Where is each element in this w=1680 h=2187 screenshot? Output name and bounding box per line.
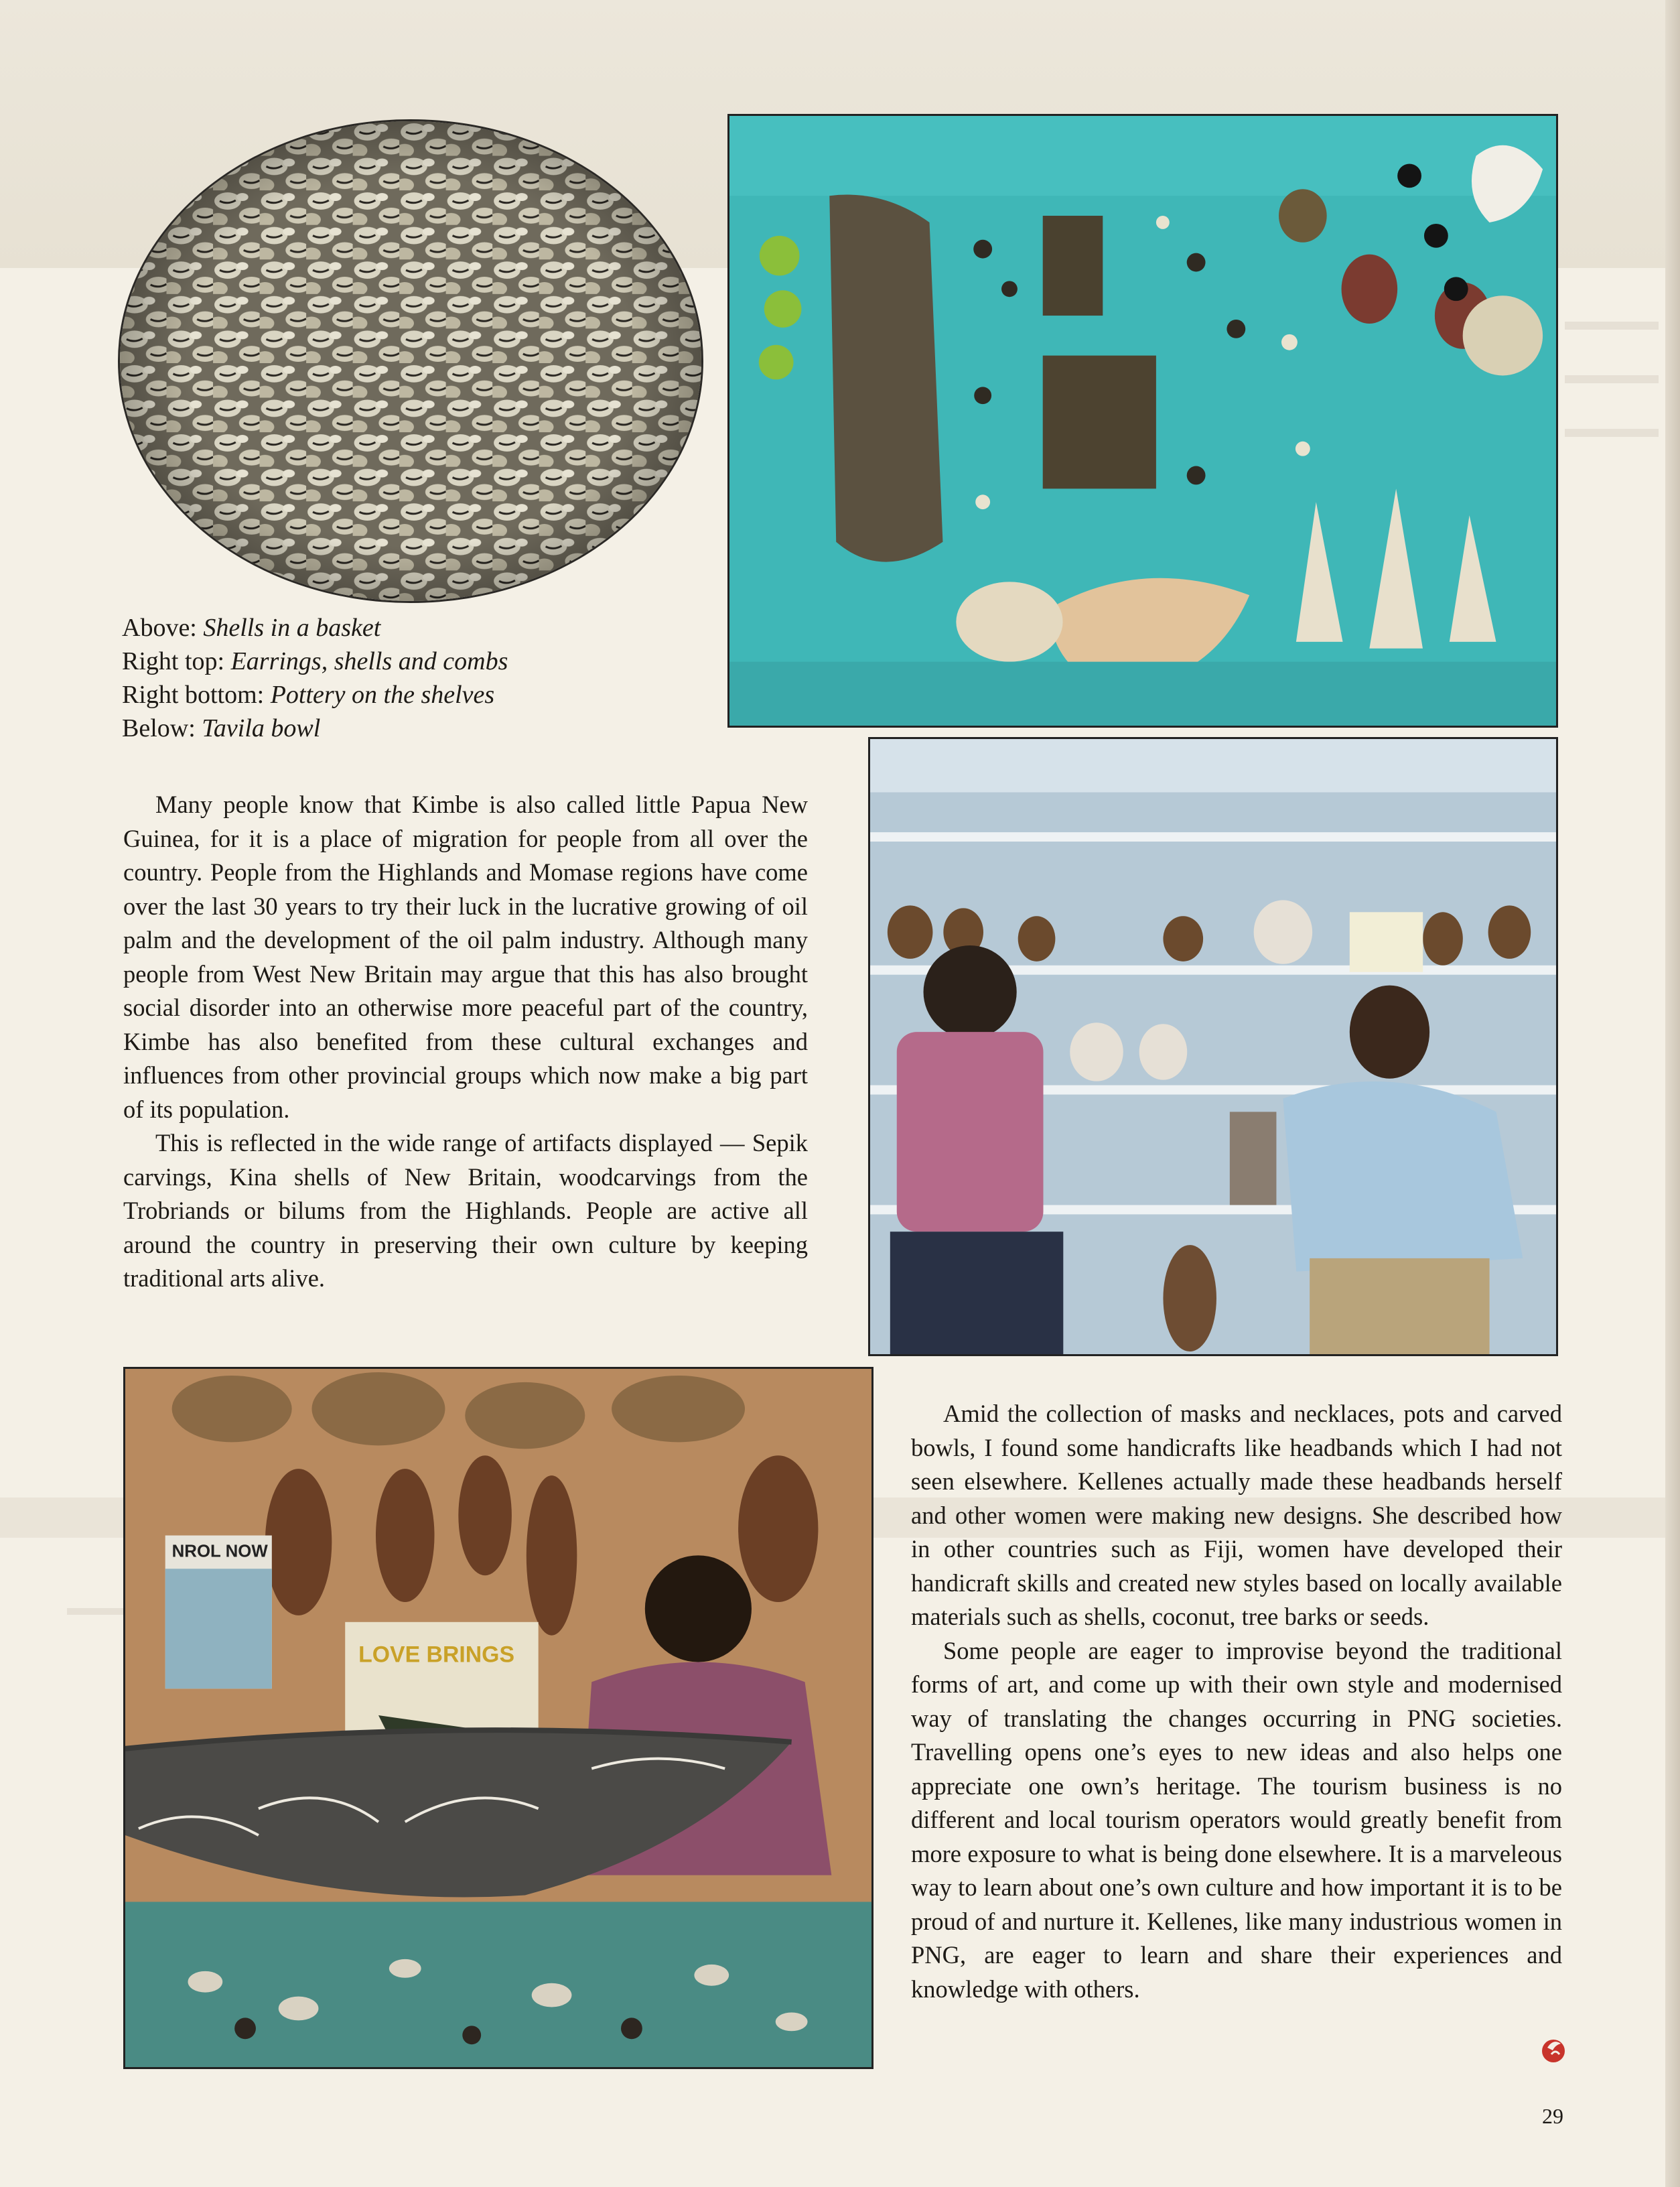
- article-right-column: [911, 1397, 1562, 2006]
- earrings-shells-combs-photo: [727, 114, 1558, 728]
- bleed-through-line: [1565, 322, 1659, 330]
- shells-basket-photo: [118, 119, 703, 603]
- caption-right-top: Right top: Earrings, shells and combs: [122, 647, 508, 675]
- caption-right-bottom: Right bottom: Pottery on the shelves: [122, 681, 495, 709]
- paragraph: Amid the collection of masks and necklaces, pots and carved bowls, I found some handicrafts like headbands which I had not seen elsewhere. Kellenes actually made these headbands herself and other women were making new designs. She described how in other countries such as Fiji, women have developed their handicraft skills and created new styles based on locally available materials such as shells, coconut, tree barks or seeds.: [911, 1400, 1562, 1630]
- tavila-bowl-photo: [123, 1367, 873, 2069]
- caption-above: Above: Shells in a basket: [122, 614, 381, 642]
- page-edge-shadow: [1665, 0, 1680, 2187]
- photo-captions: [122, 611, 631, 745]
- paragraph: This is reflected in the wide range of artifacts displayed — Sepik carvings, Kina shells of New Britain, woodcarvings from the Trobriands or bilums from the Highlands. People are active all around the country in preserving their own culture by keeping traditional arts alive.: [123, 1129, 808, 1292]
- bird-of-paradise-logo-icon: [1538, 2034, 1569, 2065]
- pottery-shelves-photo: [868, 737, 1558, 1356]
- caption-below: Below: Tavila bowl: [122, 714, 321, 742]
- page-number: 29: [1542, 2104, 1563, 2128]
- paragraph: Some people are eager to improvise beyond the traditional forms of art, and come up with their own style and modernised way of translating the changes occurring in PNG societies. Travelling opens one’s eyes to new ideas and also helps one appreciate one own’s heritage. The tourism business is no different and local tourism operators would greatly benefit from more exposure to what is being done elsewhere. It is a marveleous way to learn about one’s own culture and how important it is to be proud of and nurture it. Kellenes, like many industrious women in PNG, are eager to learn and share their experiences and knowledge with others.: [911, 1636, 1562, 2003]
- bleed-through-line: [1565, 375, 1659, 383]
- love-brings-sign: LOVE BRINGS: [358, 1642, 515, 1668]
- article-left-column: [123, 788, 808, 1296]
- bleed-through-line: [1565, 429, 1659, 437]
- paragraph: Many people know that Kimbe is also called little Papua New Guinea, for it is a place of migration for people from all over the country. People from the Highlands and Momase regions have come over the last 30 years to try their luck in the lucrative growing of oil palm and the development of the oil palm industry. Although many people from West New Britain may argue that this has also brought social disorder into an otherwise more peaceful part of the country, Kimbe has also benefited from these cultural exchanges and influences from other provincial groups which now make a big part of its population.: [123, 791, 808, 1123]
- enrol-now-sign: NROL NOW: [171, 1542, 268, 1561]
